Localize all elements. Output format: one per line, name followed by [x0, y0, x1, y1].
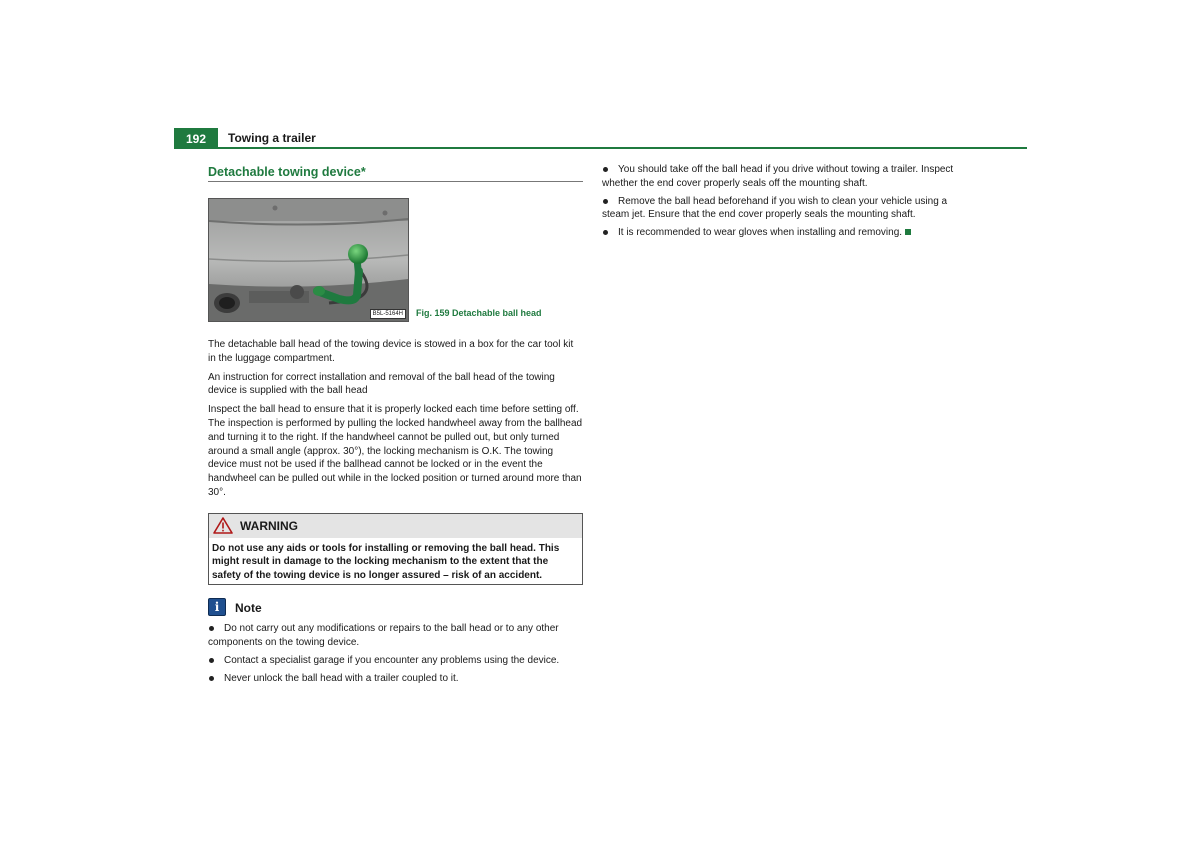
paragraph: An instruction for correct installation and removal of the ball head of the towing device is supplied with the ball head — [208, 371, 555, 397]
info-icon: i — [208, 598, 226, 616]
ball-head-drawing — [209, 199, 408, 321]
bullet-icon — [603, 199, 608, 204]
figure — [208, 198, 583, 322]
chapter-title: Towing a trailer — [228, 131, 316, 145]
bullet-icon — [603, 230, 608, 235]
warning-box — [208, 513, 583, 586]
left-column — [208, 163, 583, 689]
figure-caption: Fig. 159 Detachable ball head — [416, 308, 542, 318]
header-rule — [174, 147, 1027, 149]
bullet-icon — [603, 167, 608, 172]
list-item: It is recommended to wear gloves when installing and removing. — [602, 226, 977, 240]
page-header — [174, 128, 1027, 150]
list-item: Never unlock the ball head with a trailer coupled to it. — [208, 672, 583, 686]
list-item: Remove the ball head beforehand if you wish to clean your vehicle using a steam jet. Ensure that the end cover properly seals the mounting shaft. — [602, 195, 948, 221]
note-header — [208, 598, 583, 618]
bullet-icon — [209, 658, 214, 663]
end-of-section-icon — [905, 229, 911, 235]
paragraph: The detachable ball head of the towing device is stowed in a box for the car tool kit in the luggage compartment. — [208, 339, 574, 364]
right-column — [602, 163, 977, 244]
list-item: Do not carry out any modifications or repairs to the ball head or to any other components on the towing device. — [208, 623, 559, 649]
body-text — [208, 338, 583, 500]
warning-title: WARNING — [240, 518, 298, 533]
list-item: You should take off the ball head if you drive without towing a trailer. Inspect whether the end cover properly seals off the mounting shaft. — [602, 164, 954, 189]
page-number: 192 — [174, 128, 218, 148]
warning-text: Do not use any aids or tools for installing or removing the ball head. This might result in damage to the locking mechanism to the extent that the safety of the towing device is no longer assured – risk of an accident. — [212, 542, 560, 581]
section-title: Detachable towing device* — [208, 165, 583, 182]
bullet-icon — [209, 626, 214, 631]
bullet-icon — [209, 676, 214, 681]
right-list — [602, 163, 977, 240]
paragraph: Inspect the ball head to ensure that it is properly locked each time before setting off. The inspection is performed by pulling the locked handwheel away from the ballhead and turning it to the right. If the handwheel cannot be pulled out, but only turned around a small angle (approx. 30°), the locking mechanism is O.K. The towing device must not be used if the ballhead cannot be locked or in the event the handwheel can be pulled out while in the locked position or turned around more than 30°. — [208, 404, 583, 498]
ball-head-illustration — [208, 198, 409, 322]
note-list — [208, 622, 583, 685]
warning-header — [209, 514, 582, 538]
figure-code: B5L-5164H — [370, 309, 406, 319]
note-title: Note — [235, 601, 262, 616]
warning-triangle-icon — [213, 517, 233, 534]
list-item: Contact a specialist garage if you encounter any problems using the device. — [208, 654, 583, 668]
